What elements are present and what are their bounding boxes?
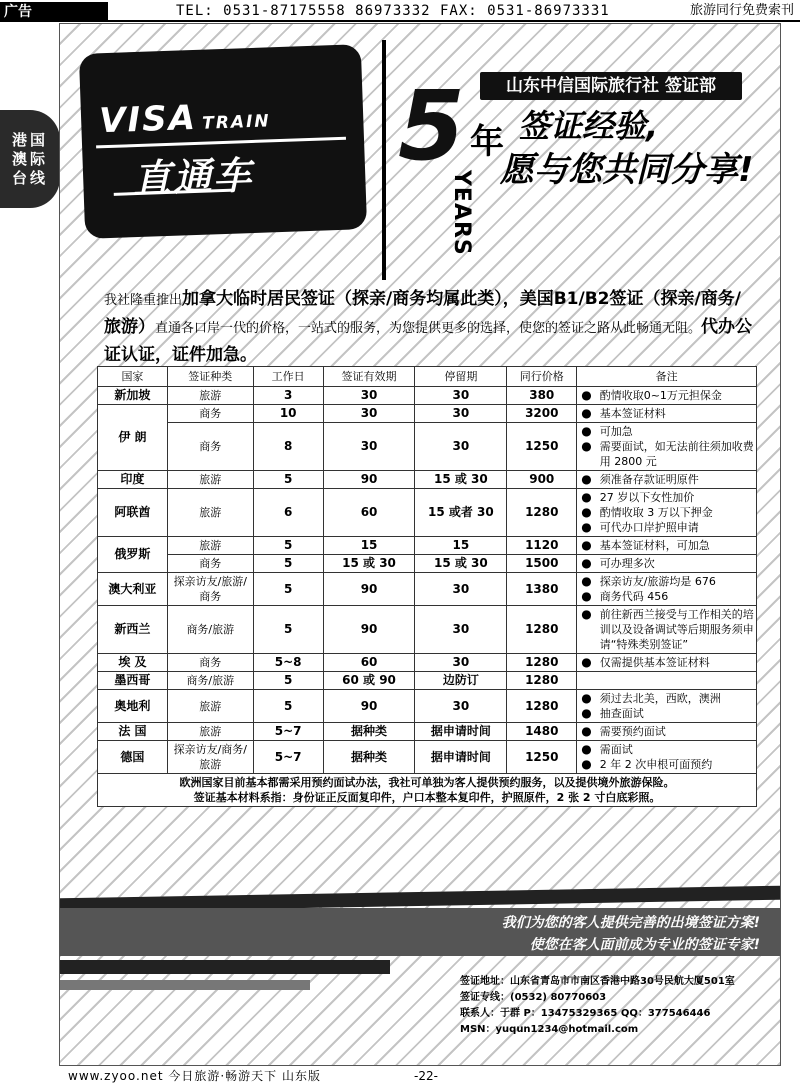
cell-validity: 据种类: [323, 741, 415, 774]
cell-stay: 15 或者 30: [415, 489, 507, 537]
cell-workdays: 3: [253, 387, 323, 405]
cell-validity: 30: [323, 405, 415, 423]
note-item: [581, 607, 754, 652]
cell-country: 法 国: [98, 723, 168, 741]
note-text: 基本签证材料: [599, 407, 666, 420]
decor-stripe: [60, 960, 390, 974]
decor-stripe: [60, 980, 310, 990]
page-header: [0, 0, 800, 22]
agency-banner: 山东中信国际旅行社 签证部: [480, 72, 742, 100]
cell-price: 1280: [507, 672, 577, 690]
table-row: [98, 741, 757, 774]
cell-price: 1500: [507, 555, 577, 573]
note-text: 基本签证材料，可加急: [599, 539, 710, 552]
hero-number: 5: [398, 70, 465, 182]
note-text: 探亲访友/旅游均是 676: [599, 575, 716, 588]
side-tab-line-2: 澳际: [11, 149, 48, 168]
cell-country: 伊 朗: [98, 405, 168, 471]
bullet-icon: ●: [581, 706, 592, 720]
logo-card: [79, 44, 367, 239]
side-tab-line-1: 港国: [11, 130, 48, 149]
cell-visa-type: 探亲访友/旅游/商务: [167, 573, 253, 606]
table-row: [98, 573, 757, 606]
cell-country: 德国: [98, 741, 168, 774]
page-number: -22-: [414, 1069, 438, 1083]
cell-country: 阿联酋: [98, 489, 168, 537]
hero-years: YEARS: [449, 170, 474, 256]
logo-visa-text: [99, 93, 350, 142]
bullet-icon: ●: [581, 538, 592, 552]
cell-notes: [577, 423, 757, 471]
cell-visa-type: 商务: [167, 405, 253, 423]
cell-workdays: 8: [253, 423, 323, 471]
cell-workdays: 5: [253, 471, 323, 489]
cell-validity: 60 或 90: [323, 672, 415, 690]
cell-notes: [577, 471, 757, 489]
cell-stay: 15 或 30: [415, 555, 507, 573]
cell-stay: 据申请时间: [415, 741, 507, 774]
cell-validity: 30: [323, 387, 415, 405]
logo-chinese: 直通车: [132, 152, 254, 202]
section-side-tab: [0, 110, 60, 208]
cell-notes: [577, 489, 757, 537]
bullet-icon: ●: [581, 574, 592, 588]
cell-stay: 30: [415, 405, 507, 423]
cell-price: 1480: [507, 723, 577, 741]
cell-notes: [577, 690, 757, 723]
logo-train: TRAIN: [201, 111, 271, 134]
col-price: 同行价格: [507, 367, 577, 387]
cell-stay: 30: [415, 387, 507, 405]
table-body: [98, 387, 757, 774]
table-row: [98, 672, 757, 690]
note-item: [581, 724, 754, 739]
bullet-icon: ●: [581, 589, 592, 603]
note-item: [581, 742, 754, 757]
cell-workdays: 10: [253, 405, 323, 423]
cell-stay: 据申请时间: [415, 723, 507, 741]
cell-notes: [577, 387, 757, 405]
bullet-icon: ●: [581, 388, 592, 402]
cell-stay: 30: [415, 606, 507, 654]
col-workdays: 工作日: [253, 367, 323, 387]
cell-validity: 60: [323, 489, 415, 537]
note-text: 前往新西兰接受与工作相关的培训以及设备调试等后期服务须申请“特殊类别签证”: [599, 608, 754, 651]
cell-validity: 90: [323, 471, 415, 489]
note-text: 需面试: [599, 743, 633, 756]
contact-info: [460, 974, 735, 1038]
table-row: [98, 555, 757, 573]
table-row: [98, 471, 757, 489]
cell-validity: 90: [323, 573, 415, 606]
cell-notes: [577, 654, 757, 672]
hero-year-char: 年: [470, 122, 504, 162]
bullet-icon: ●: [581, 424, 592, 438]
note-item: [581, 757, 754, 772]
contact-address: 签证地址：山东省青岛市市南区香港中路30号民航大厦501室: [460, 976, 735, 987]
note-item: [581, 589, 754, 604]
table-row: [98, 489, 757, 537]
footer-note-1: 欧洲国家目前基本都需采用预约面试办法，我社可单独为客人提供预约服务，以及提供境外旅游保险。: [179, 776, 675, 789]
cell-visa-type: 商务: [167, 423, 253, 471]
col-visa-type: 签证种类: [167, 367, 253, 387]
intro-highlight-2: 代办公证认证，证件加急。: [104, 317, 753, 365]
vertical-divider: [382, 40, 386, 280]
cell-validity: 据种类: [323, 723, 415, 741]
side-tab-line-3: 台线: [11, 168, 48, 187]
cell-visa-type: 商务: [167, 555, 253, 573]
note-text: 抽查面试: [599, 707, 644, 720]
table-header-row: [98, 367, 757, 387]
note-text: 2 年 2 次申根可面预约: [599, 758, 713, 771]
table-row: [98, 405, 757, 423]
note-text: 酌情收取0~1万元担保金: [599, 389, 722, 402]
intro-text-1: 我社隆重推出: [104, 293, 183, 308]
table-row: [98, 606, 757, 654]
cell-workdays: 5: [253, 690, 323, 723]
bullet-icon: ●: [581, 757, 592, 771]
cell-workdays: 5: [253, 606, 323, 654]
cell-notes: [577, 672, 757, 690]
bullet-icon: ●: [581, 520, 592, 534]
note-text: 酌情收取 3 万以下押金: [599, 506, 713, 519]
note-text: 需要面试，如无法前往须加收费用 2800 元: [599, 440, 754, 468]
note-item: [581, 388, 754, 403]
table-row: [98, 537, 757, 555]
col-notes: 备注: [577, 367, 757, 387]
cell-country: 澳大利亚: [98, 573, 168, 606]
cell-country: 埃 及: [98, 654, 168, 672]
table-row: [98, 654, 757, 672]
cell-notes: [577, 573, 757, 606]
cell-visa-type: 旅游: [167, 723, 253, 741]
cell-country: 墨西哥: [98, 672, 168, 690]
bullet-icon: ●: [581, 490, 592, 504]
contact-msn: MSN：yuqun1234@hotmail.com: [460, 1024, 639, 1035]
header-divider: [0, 20, 800, 22]
logo-visa: VISA: [98, 97, 198, 142]
note-text: 可办理多次: [599, 557, 655, 570]
cell-validity: 15 或 30: [323, 555, 415, 573]
cell-notes: [577, 606, 757, 654]
intro-highlight-1: 加拿大临时居民签证（探亲/商务均属此类），美国B1/B2签证（探亲/商务/旅游）: [104, 289, 741, 337]
cell-visa-type: 商务/旅游: [167, 606, 253, 654]
cell-price: 1280: [507, 654, 577, 672]
note-text: 须过去北美，西欧，澳洲: [599, 692, 721, 705]
cell-price: 1250: [507, 423, 577, 471]
intro-text-2: 直通各口岸一代的价格，一站式的服务，为您提供更多的选择，使您的签证之路从此畅通无阻。: [155, 321, 702, 336]
contact-person: 联系人：于群 P：13475329365 QQ：377546446: [460, 1008, 711, 1019]
cell-country: 印度: [98, 471, 168, 489]
cell-stay: 边防订: [415, 672, 507, 690]
note-item: [581, 490, 754, 505]
note-item: [581, 406, 754, 421]
cell-visa-type: 旅游: [167, 690, 253, 723]
cell-workdays: 5: [253, 672, 323, 690]
cell-stay: 30: [415, 690, 507, 723]
cell-stay: 15 或 30: [415, 471, 507, 489]
col-country: 国家: [98, 367, 168, 387]
cell-validity: 60: [323, 654, 415, 672]
table-footer: [98, 774, 757, 807]
tagline-2: 使您在客人面前成为专业的签证专家!: [529, 937, 760, 953]
cell-notes: [577, 723, 757, 741]
cell-workdays: 5: [253, 555, 323, 573]
cell-visa-type: 旅游: [167, 387, 253, 405]
cell-price: 1280: [507, 489, 577, 537]
bullet-icon: ●: [581, 607, 592, 621]
cell-stay: 30: [415, 573, 507, 606]
cell-visa-type: 商务/旅游: [167, 672, 253, 690]
cell-price: 1250: [507, 741, 577, 774]
bullet-icon: ●: [581, 655, 592, 669]
cell-validity: 90: [323, 606, 415, 654]
table-row: [98, 690, 757, 723]
hero-slogan-1: 签证经验,: [518, 107, 659, 145]
cell-price: 1120: [507, 537, 577, 555]
table-row: [98, 723, 757, 741]
contact-phone: 签证专线：(0532) 80770603: [460, 992, 607, 1003]
note-text: 需要预约面试: [599, 725, 666, 738]
cell-notes: [577, 555, 757, 573]
note-item: [581, 520, 754, 535]
note-item: [581, 538, 754, 553]
table-row: [98, 423, 757, 471]
cell-workdays: 6: [253, 489, 323, 537]
cell-price: 3200: [507, 405, 577, 423]
bullet-icon: ●: [581, 439, 592, 453]
cell-country: 新加坡: [98, 387, 168, 405]
cell-notes: [577, 741, 757, 774]
footer-note-2: 签证基本材料系指：身份证正反面复印件，户口本整本复印件，护照原件，2 张 2 寸白底彩照。: [193, 791, 661, 804]
cell-visa-type: 探亲访友/商务/旅游: [167, 741, 253, 774]
cell-validity: 15: [323, 537, 415, 555]
note-text: 仅需提供基本签证材料: [599, 656, 710, 669]
note-item: [581, 556, 754, 571]
cell-stay: 30: [415, 423, 507, 471]
cell-stay: 30: [415, 654, 507, 672]
note-text: 可加急: [599, 425, 633, 438]
cell-price: 1280: [507, 606, 577, 654]
cell-country: 奥地利: [98, 690, 168, 723]
header-contact: TEL: 0531-87175558 86973332 FAX: 0531-86973331: [176, 3, 610, 19]
tagline-1: 我们为您的客人提供完善的出境签证方案!: [501, 915, 760, 931]
cell-price: 1380: [507, 573, 577, 606]
col-stay: 停留期: [415, 367, 507, 387]
ad-frame: [59, 23, 781, 1066]
cell-workdays: 5~7: [253, 741, 323, 774]
cell-workdays: 5: [253, 537, 323, 555]
note-item: [581, 691, 754, 706]
bullet-icon: ●: [581, 472, 592, 486]
table-row: [98, 387, 757, 405]
note-item: [581, 655, 754, 670]
header-right-text: 旅游同行免费索刊: [689, 3, 794, 18]
note-item: [581, 424, 754, 439]
bullet-icon: ●: [581, 406, 592, 420]
bullet-icon: ●: [581, 691, 592, 705]
cell-visa-type: 商务: [167, 654, 253, 672]
cell-price: 380: [507, 387, 577, 405]
cell-visa-type: 旅游: [167, 489, 253, 537]
note-item: [581, 439, 754, 469]
note-text: 可代办口岸护照申请: [599, 521, 699, 534]
cell-validity: 90: [323, 690, 415, 723]
cell-stay: 15: [415, 537, 507, 555]
bullet-icon: ●: [581, 556, 592, 570]
note-text: 27 岁以下女性加价: [599, 491, 695, 504]
table-footer-row: [98, 774, 757, 807]
cell-workdays: 5: [253, 573, 323, 606]
intro-paragraph: [104, 286, 754, 370]
page-footer: [0, 1067, 800, 1086]
note-item: [581, 505, 754, 520]
cell-country: 新西兰: [98, 606, 168, 654]
cell-validity: 30: [323, 423, 415, 471]
cell-price: 1280: [507, 690, 577, 723]
visa-price-table: [97, 366, 757, 807]
note-text: 须准备存款证明原件: [599, 473, 699, 486]
col-validity: 签证有效期: [323, 367, 415, 387]
cell-notes: [577, 537, 757, 555]
bullet-icon: ●: [581, 742, 592, 756]
footer-site: www.zyoo.net 今日旅游·畅游天下 山东版: [68, 1069, 321, 1083]
cell-price: 900: [507, 471, 577, 489]
cell-workdays: 5~7: [253, 723, 323, 741]
cell-notes: [577, 405, 757, 423]
bullet-icon: ●: [581, 505, 592, 519]
hero-slogan-2: 愿与您共同分享!: [500, 150, 754, 190]
note-item: [581, 706, 754, 721]
cell-workdays: 5~8: [253, 654, 323, 672]
cell-visa-type: 旅游: [167, 537, 253, 555]
bullet-icon: ●: [581, 724, 592, 738]
ad-tag: 广告: [0, 2, 108, 22]
cell-visa-type: 旅游: [167, 471, 253, 489]
cell-country: 俄罗斯: [98, 537, 168, 573]
note-item: [581, 472, 754, 487]
note-text: 商务代码 456: [599, 590, 669, 603]
note-item: [581, 574, 754, 589]
